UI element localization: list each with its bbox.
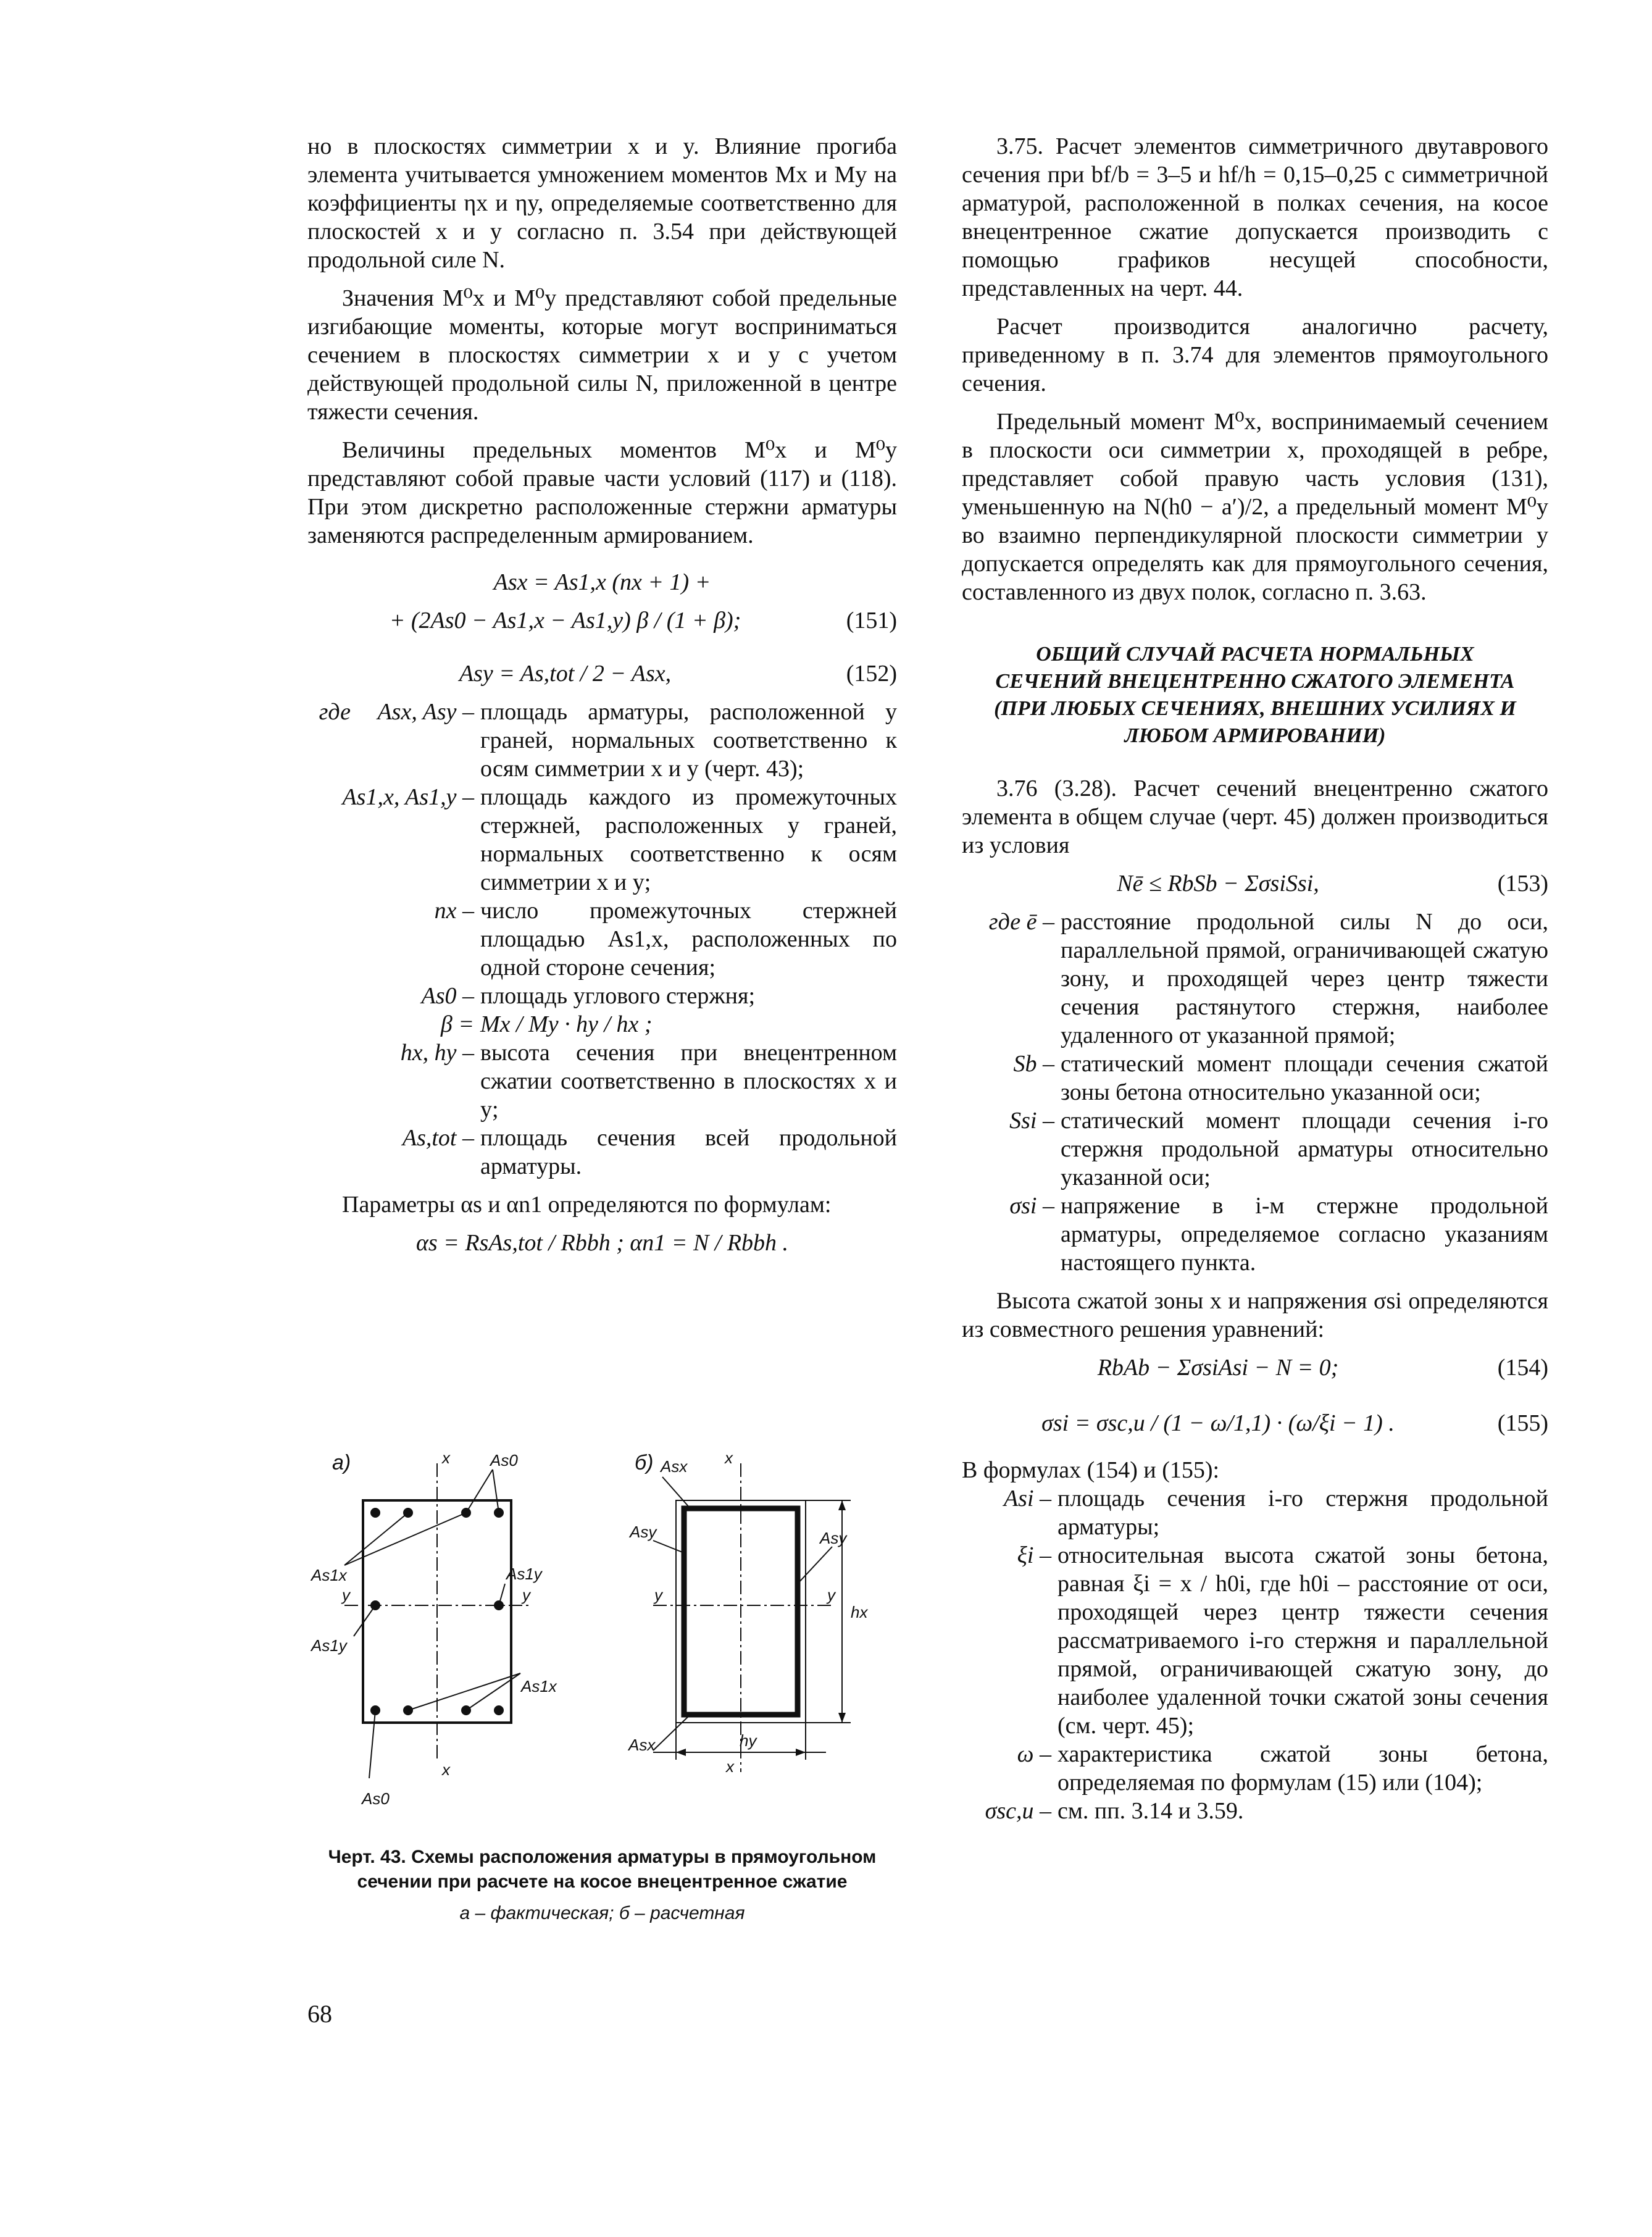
- definition-text: статический момент площади сечения сжатой зоны бетона относительно указанной оси;: [1061, 1051, 1548, 1105]
- dimension-hy: hy: [740, 1731, 757, 1750]
- definition: [962, 908, 1548, 1050]
- formula-alpha: [307, 1229, 897, 1257]
- definition: [307, 783, 897, 897]
- definition-text: Mx / My · hy / hx ;: [480, 1011, 653, 1037]
- definition-text: площадь сечения всей продольной арматуры.: [480, 1125, 897, 1179]
- paragraph: Значения M⁰x и M⁰y представляют собой предельные изгибающие моменты, которые могут восприниматься сечением в плоскостях симметрии x и y с учетом действующей продольной силы N, приложенной в центре тяжести сечения.: [307, 285, 897, 425]
- axis-y-label: y: [654, 1586, 662, 1604]
- arrow-head: [838, 1713, 846, 1723]
- definition: [307, 698, 897, 783]
- definition-text: площадь сечения i-го стержня продольной арматуры;: [1058, 1486, 1548, 1540]
- label-As1y: As1y: [311, 1636, 347, 1655]
- definition-symbol: As,tot –: [402, 1125, 474, 1151]
- definition-symbol: As1,x, As1,y –: [342, 784, 474, 810]
- arrow-head: [796, 1749, 806, 1756]
- definition-symbol: As0 –: [421, 983, 474, 1009]
- definition-symbol: ξi –: [1017, 1542, 1051, 1568]
- formula-number: (152): [846, 661, 897, 687]
- formula-155: [962, 1409, 1548, 1437]
- definition-text: характеристика сжатой зоны бетона, определяемая по формулам (15) или (104);: [1058, 1741, 1548, 1796]
- definitions-list: [962, 1484, 1548, 1825]
- definition-symbol: hx, hy –: [400, 1040, 474, 1066]
- formula-text: Asx = As1,x (nx + 1) +: [493, 569, 711, 595]
- formula-text: αs = RsAs,tot / Rbbh ; αn1 = N / Rbbh .: [415, 1230, 789, 1256]
- definition-symbol: ω –: [1017, 1741, 1051, 1767]
- definition-text: площадь арматуры, расположенной у граней, нормальных соответственно к осям симметрии x и y (черт. 43);: [480, 699, 897, 782]
- paragraph: Расчет производится аналогично расчету, приведенному в п. 3.74 для элементов прямоугольного сечения.: [962, 314, 1548, 396]
- formula-151-line2: [307, 606, 897, 635]
- definition: [962, 1192, 1548, 1277]
- dimension-hx: hx: [851, 1603, 868, 1621]
- formula-number: (153): [1497, 871, 1548, 897]
- where-word: где: [319, 699, 351, 725]
- figure-43: [307, 1439, 897, 1871]
- definition-symbol: Sb –: [1013, 1051, 1054, 1077]
- definition: [307, 982, 897, 1010]
- definition: [307, 1010, 897, 1039]
- paragraph: В формулах (154) и (155):: [962, 1457, 1220, 1483]
- definition-text: расстояние продольной силы N до оси, параллельной прямой, ограничивающей сжатую зону, и проходящей через центр тяжести сечения растянутого стержня, наиболее удаленного от указанной прямой;: [1061, 909, 1548, 1048]
- formula-152: [307, 659, 897, 688]
- definition-symbol: nx –: [434, 898, 474, 924]
- definition-symbol: Asi –: [1003, 1486, 1051, 1512]
- definition-text: число промежуточных стержней площадью As1,x, расположенных по одной стороне сечения;: [480, 898, 897, 981]
- label-Asy: Asy: [630, 1523, 657, 1541]
- right-column: [962, 132, 1548, 1825]
- formula-text: + (2As0 − As1,x − As1,y) β / (1 + β);: [389, 608, 741, 633]
- definition-symbol: Asx, Asy –: [377, 699, 474, 725]
- label-Asx: Asx: [661, 1457, 688, 1476]
- definition-text: площадь углового стержня;: [480, 983, 755, 1009]
- formula-151-line1: [307, 568, 897, 596]
- formula-number: (155): [1497, 1410, 1548, 1436]
- definition: [962, 1106, 1548, 1192]
- paragraph: 3.76 (3.28). Расчет сечений внецентренно сжатого элемента в общем случае (черт. 45) должен производиться из условия: [962, 776, 1548, 858]
- definition: [307, 1124, 897, 1181]
- formula-text: σsi = σsc,u / (1 − ω/1,1) · (ω/ξi − 1) .: [1041, 1410, 1395, 1436]
- scheme-a: [310, 1449, 557, 1808]
- rebar-dot: [370, 1508, 380, 1518]
- formula-number: (151): [846, 608, 897, 633]
- definition-text: высота сечения при внецентренном сжатии соответственно в плоскостях x и y;: [480, 1040, 897, 1123]
- axis-x-label: x: [726, 1757, 734, 1776]
- definition: [962, 1797, 1548, 1825]
- axis-y-label: y: [827, 1586, 835, 1604]
- axis-x-label: x: [442, 1760, 450, 1779]
- definition: [962, 1740, 1548, 1797]
- section-heading: ОБЩИЙ СЛУЧАЙ РАСЧЕТА НОРМАЛЬНЫХ СЕЧЕНИЙ ВНЕЦЕНТРЕННО СЖАТОГО ЭЛЕМЕНТА (ПРИ ЛЮБЫХ СЕЧЕНИЯХ, ВНЕШНИХ УСИЛИЯХ И ЛЮБОМ АРМИРОВАНИИ): [994, 643, 1516, 747]
- formula-154: [962, 1353, 1548, 1382]
- definition-text: относительная высота сжатой зоны бетона, равная ξi = x / h0i, где h0i – расстояние от оси, проходящей через центр тяжести сечения рассматриваемого i-го стержня и параллельной прямой, ограничивающей сжатую зону, до наиболее удаленной точки сжатой зоны сечения (см. черт. 45);: [1058, 1542, 1548, 1739]
- definition: [962, 1050, 1548, 1106]
- definition-symbol: Ssi –: [1009, 1108, 1054, 1134]
- page-number: 68: [307, 2000, 332, 2028]
- definition: [307, 897, 897, 982]
- definition-text: статический момент площади сечения i-го стержня продольной арматуры относительно указанной оси;: [1061, 1108, 1548, 1190]
- definitions-list: [962, 908, 1548, 1277]
- definition-symbol: где ē –: [988, 909, 1054, 935]
- scheme-b-label: б): [635, 1451, 654, 1474]
- formula-text: RbAb − ΣσsiAsi − N = 0;: [1097, 1355, 1339, 1381]
- definition: [962, 1484, 1548, 1541]
- formula-number: (154): [1497, 1355, 1548, 1381]
- axis-x-label: x: [725, 1449, 733, 1467]
- definition-symbol: σsi –: [1009, 1193, 1054, 1219]
- figure-caption-legend: а – фактическая; б – расчетная: [459, 1903, 745, 1923]
- paragraph: Величины предельных моментов M⁰x и M⁰y представляют собой правые части условий (117) и (118). При этом дискретно расположенные стержни арматуры заменяются распределенным армированием.: [307, 437, 897, 548]
- formula-text: Asy = As,tot / 2 − Asx,: [459, 661, 672, 687]
- paragraph: Предельный момент M⁰x, воспринимаемый сечением в плоскости оси симметрии x, проходящей в ребре, представляет собой правую часть условия (131), уменьшенную на N(h0 − a′)/2, а предельный момент M⁰y во взаимно перпендикулярной плоскости симметрии y допускается определять как для прямоугольного сечения, составленного из двух полок, согласно п. 3.63.: [962, 409, 1548, 605]
- label-As1x: As1x: [311, 1566, 347, 1584]
- definitions-list: [307, 698, 897, 1181]
- label-As1y: As1y: [506, 1565, 542, 1583]
- label-As0: As0: [490, 1451, 518, 1470]
- axis-y-label: y: [342, 1586, 350, 1604]
- label-Asy: Asy: [820, 1529, 847, 1547]
- definition-text: площадь каждого из промежуточных стержней, расположенных у граней, нормальных соответственно к осям симметрии x и y;: [480, 784, 897, 895]
- paragraph: 3.75. Расчет элементов симметричного двутаврового сечения при bf/b = 3–5 и hf/h = 0,15–0,25 с симметричной арматурой, расположенной в полках сечения, на косое внецентренное сжатие допускается производить с помощью графиков несущей способности, представленных на черт. 44.: [962, 133, 1548, 301]
- arrow-head: [838, 1500, 846, 1510]
- figure-caption: Черт. 43. Схемы расположения арматуры в прямоугольном сечении при расчете на косое внецентренное сжатие: [328, 1847, 877, 1892]
- paragraph: Параметры αs и αn1 определяются по формулам:: [342, 1192, 832, 1218]
- axis-x-label: x: [442, 1449, 450, 1467]
- scheme-b: [627, 1449, 868, 1776]
- paragraph: но в плоскостях симметрии x и y. Влияние прогиба элемента учитывается умножением моментов Mx и My на коэффициенты ηx и ηy, определяемые соответственно для плоскостей x и y согласно п. 3.54 при действующей продольной силе N.: [307, 133, 897, 273]
- definition-text: см. пп. 3.14 и 3.59.: [1058, 1798, 1244, 1824]
- definition: [307, 1039, 897, 1124]
- scheme-a-label: а): [332, 1451, 351, 1474]
- definition-symbol: σsc,u –: [985, 1798, 1051, 1824]
- arrow-head: [676, 1749, 686, 1756]
- definition-symbol: β =: [440, 1011, 474, 1037]
- definition-text: напряжение в i-м стержне продольной арматуры, определяемое согласно указаниям настоящего пункта.: [1061, 1193, 1548, 1276]
- label-Asx: Asx: [628, 1736, 656, 1754]
- left-column: [307, 132, 897, 1267]
- label-As0: As0: [362, 1789, 390, 1808]
- paragraph: Высота сжатой зоны x и напряжения σsi определяются из совместного решения уравнений:: [962, 1288, 1548, 1342]
- formula-text: Nē ≤ RbSb − ΣσsiSsi,: [1117, 871, 1319, 897]
- axis-y-label: y: [522, 1586, 530, 1604]
- definition: [962, 1541, 1548, 1740]
- formula-153: [962, 869, 1548, 898]
- rebar-dot: [494, 1705, 504, 1715]
- label-As1x: As1x: [521, 1677, 557, 1696]
- leader-lines: [344, 1470, 520, 1778]
